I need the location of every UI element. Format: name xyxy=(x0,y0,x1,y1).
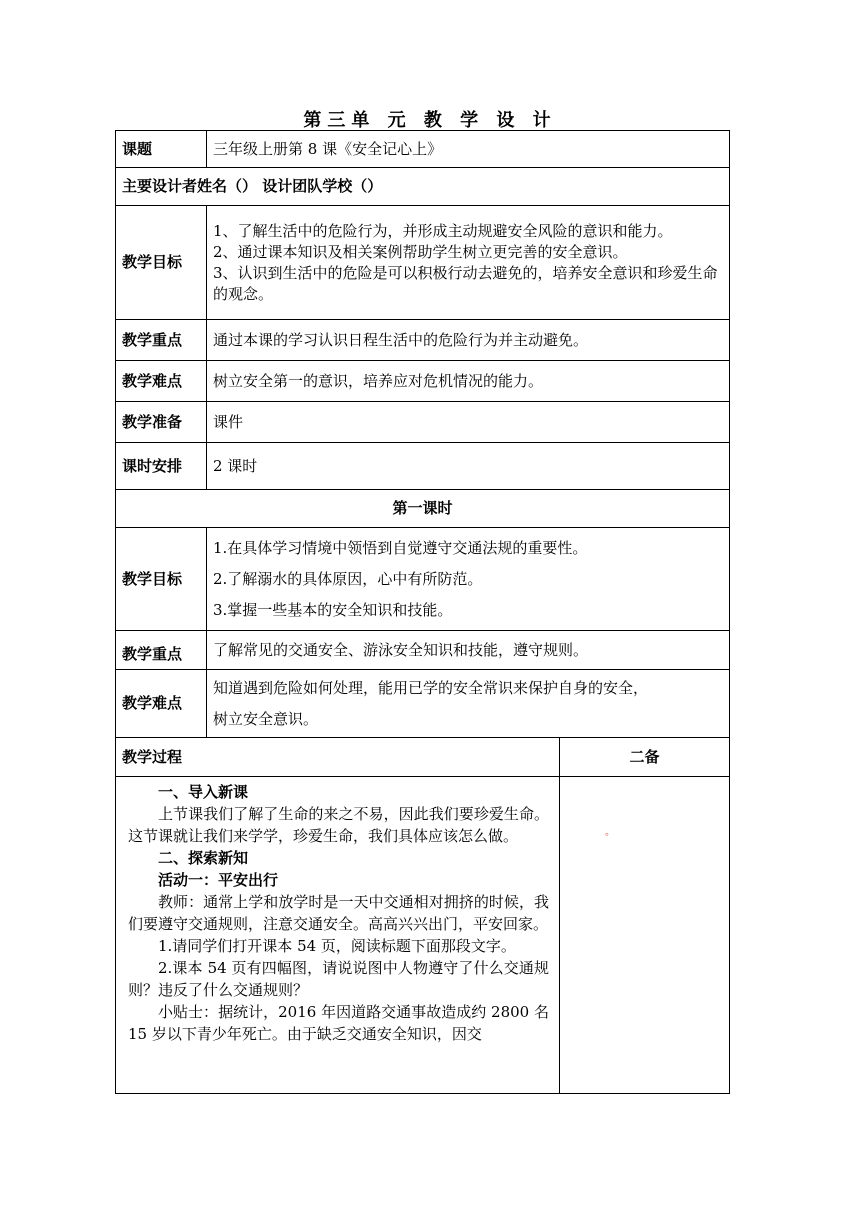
unit-keypoint: 通过本课的学习认识日程生活中的危险行为并主动避免。 xyxy=(207,320,730,361)
process-paragraph: 2.课本 54 页有四幅图，请说说图中人物遵守了什么交通规则？违反了什么交通规则？ xyxy=(128,959,549,999)
lesson1-heading: 第一课时 xyxy=(116,490,730,528)
lesson1-objectives-label: 教学目标 xyxy=(116,528,207,631)
unit-keypoint-label: 教学重点 xyxy=(116,320,207,361)
designer-line: 主要设计者姓名（） 设计团队学校（） xyxy=(116,168,730,206)
lesson1-difficulty-line-1: 知道遇到危险如何处理，能用已学的安全常识来保护自身的安全， xyxy=(213,678,649,697)
row-lesson1-objectives xyxy=(116,528,730,631)
process-paragraph: 1.请同学们打开课本 54 页，阅读标题下面那段文字。 xyxy=(158,937,516,955)
row-lesson1-heading xyxy=(116,490,730,528)
process-paragraph: 小贴士：据统计，2016 年因道路交通事故造成约 2800 名 15 岁以下青少年死亡。由于缺乏交通安全知识，因交 xyxy=(128,1003,549,1043)
row-lesson xyxy=(116,131,730,168)
row-process-body xyxy=(116,777,730,1094)
row-prep xyxy=(116,402,730,443)
row-unit-objectives xyxy=(116,206,730,320)
row-lesson1-keypoint xyxy=(116,631,730,670)
lesson1-objectives xyxy=(207,528,730,631)
section-intro-heading: 一、导入新课 xyxy=(158,783,249,801)
row-designer xyxy=(116,168,730,206)
lesson-value: 三年级上册第 8 课《安全记心上》 xyxy=(207,131,730,168)
second-prep-label: 二备 xyxy=(560,738,730,777)
page-title: 第三单 元 教 学 设 计 xyxy=(303,110,557,131)
row-unit-difficulty xyxy=(116,361,730,402)
second-prep-cell xyxy=(560,777,730,1094)
row-process-header xyxy=(116,738,730,777)
row-schedule xyxy=(116,443,730,490)
schedule-label: 课时安排 xyxy=(116,443,207,490)
lesson1-keypoint-label: 教学重点 xyxy=(116,631,207,670)
process-content xyxy=(116,777,560,1094)
lesson-design-table xyxy=(115,130,730,1094)
lesson1-keypoint: 了解常见的交通安全、游泳安全知识和技能，遵守规则。 xyxy=(207,631,730,670)
unit-objective-2: 2、通过课本知识及相关案例帮助学生树立更完善的安全意识。 xyxy=(213,242,628,261)
lesson1-objective-1: 1.在具体学习情境中领悟到自觉遵守交通法规的重要性。 xyxy=(213,538,588,557)
lesson1-difficulty-line-2: 树立安全意识。 xyxy=(213,709,319,728)
unit-objective-1: 1、了解生活中的危险行为，并形成主动规避安全风险的意识和能力。 xyxy=(213,221,673,240)
unit-objectives-label: 教学目标 xyxy=(116,206,207,320)
row-unit-keypoint xyxy=(116,320,730,361)
lesson1-objective-2: 2.了解溺水的具体原因，心中有所防范。 xyxy=(213,569,483,588)
second-prep-mark: 。 xyxy=(605,827,615,838)
process-label: 教学过程 xyxy=(116,738,560,777)
activity-one-heading: 活动一：平安出行 xyxy=(158,871,279,889)
lesson1-difficulty-label: 教学难点 xyxy=(116,670,207,738)
unit-difficulty: 树立安全第一的意识，培养应对危机情况的能力。 xyxy=(207,361,730,402)
unit-objective-3: 3、认识到生活中的危险是可以积极行动去避免的，培养安全意识和珍爱生命的观念。 xyxy=(213,263,718,303)
unit-objectives xyxy=(207,206,730,320)
process-paragraph: 上节课我们了解了生命的来之不易，因此我们要珍爱生命。这节课就让我们来学学，珍爱生命，我们具体应该怎么做。 xyxy=(128,805,549,845)
prep-label: 教学准备 xyxy=(116,402,207,443)
lesson-label: 课题 xyxy=(116,131,207,168)
row-lesson1-difficulty xyxy=(116,670,730,738)
schedule-value: 2 课时 xyxy=(207,443,730,490)
prep-value: 课件 xyxy=(207,402,730,443)
process-paragraph: 教师：通常上学和放学时是一天中交通相对拥挤的时候，我们要遵守交通规则，注意交通安全。高高兴兴出门，平安回家。 xyxy=(128,893,549,933)
unit-difficulty-label: 教学难点 xyxy=(116,361,207,402)
lesson1-difficulty xyxy=(207,670,730,738)
section-explore-heading: 二、探索新知 xyxy=(158,849,249,867)
lesson1-objective-3: 3.掌握一些基本的安全知识和技能。 xyxy=(213,600,453,619)
